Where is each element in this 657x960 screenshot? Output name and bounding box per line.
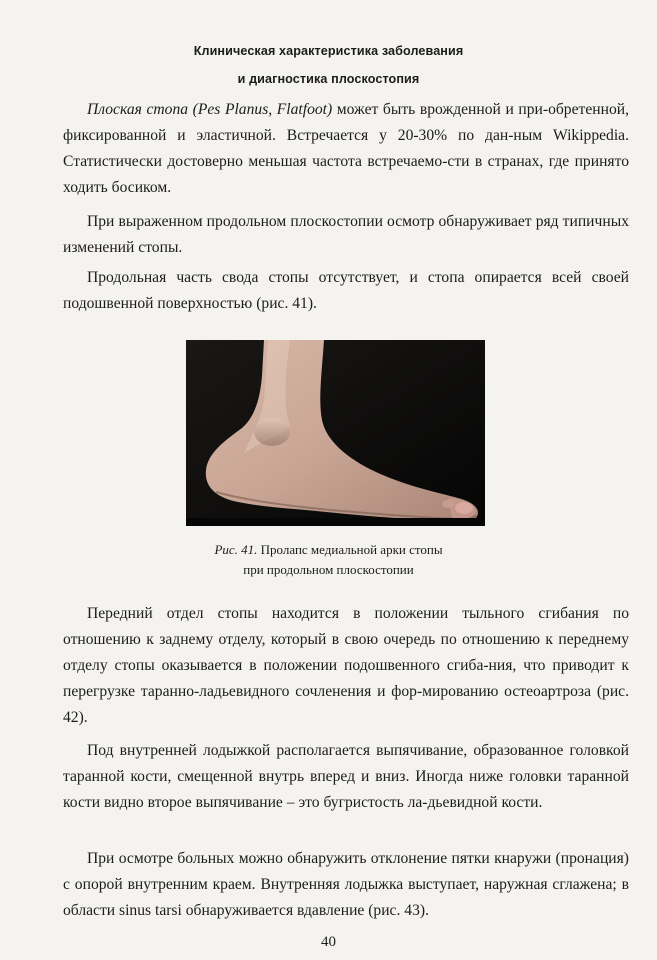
figure-caption-text: Пролапс медиальной арки стопы	[257, 542, 443, 557]
paragraph-heel-pronation: При осмотре больных можно обнаружить отклонение пятки кнаружи (пронация) с опорой внутренним краем. Внутренняя лодыжка выступает, наружная сглажена; в области sinus tarsi обнаруживается вдавление (рис. 43).	[63, 850, 629, 919]
page-number: 40	[321, 934, 336, 950]
paragraph-talus-protrusion: Под внутренней лодыжкой располагается выпячивание, образованное головкой таранной кости, смещенной внутрь вперед и вниз. Иногда ниже головки таранной кости видно второе выпячивание – это бугристость ла-дьевидной кости.	[63, 742, 629, 811]
paragraph-forefoot-position: Передний отдел стопы находится в положении тыльного сгибания по отношению к заднему отделу, который в свою очередь по отношению к переднему отделу стопы оказывается в положении подошвенного сгиба-ния, что приводит к перегрузке таранно-ладьевидного сочленения и фор-мированию остеоартроза (рис. 42).	[63, 605, 629, 726]
figure-41-photo	[186, 340, 485, 526]
term-italic: Плоская стопа (Pes Planus, Flatfoot)	[87, 101, 333, 118]
figure-caption-line-1	[0, 541, 657, 559]
figure-caption-line-2: при продольном плоскостопии	[243, 562, 414, 577]
flatfoot-photo-image	[186, 340, 485, 526]
section-title-line-2: и диагностика плоскостопия	[237, 72, 420, 86]
paragraph-arch-absent: Продольная часть свода стопы отсутствует, и стопа опирается всей своей подошвенной поверхностью (рис. 41).	[63, 269, 629, 312]
section-title-line-1: Клиническая характеристика заболевания	[193, 44, 464, 58]
paragraph-examination: При выраженном продольном плоскостопии осмотр обнаруживает ряд типичных изменений стопы.	[63, 213, 629, 256]
paragraph-flatfoot-definition	[63, 97, 629, 201]
paragraph-text: может быть врожденной и при-обретенной, фиксированной и эластичной. Встречается у 20-30% по дан-ным Wikippedia. Статистически достоверно меньшая частота встречаемо-сти в странах, где принято ходить босиком.	[63, 101, 629, 196]
figure-label: Рис. 41.	[214, 542, 258, 557]
